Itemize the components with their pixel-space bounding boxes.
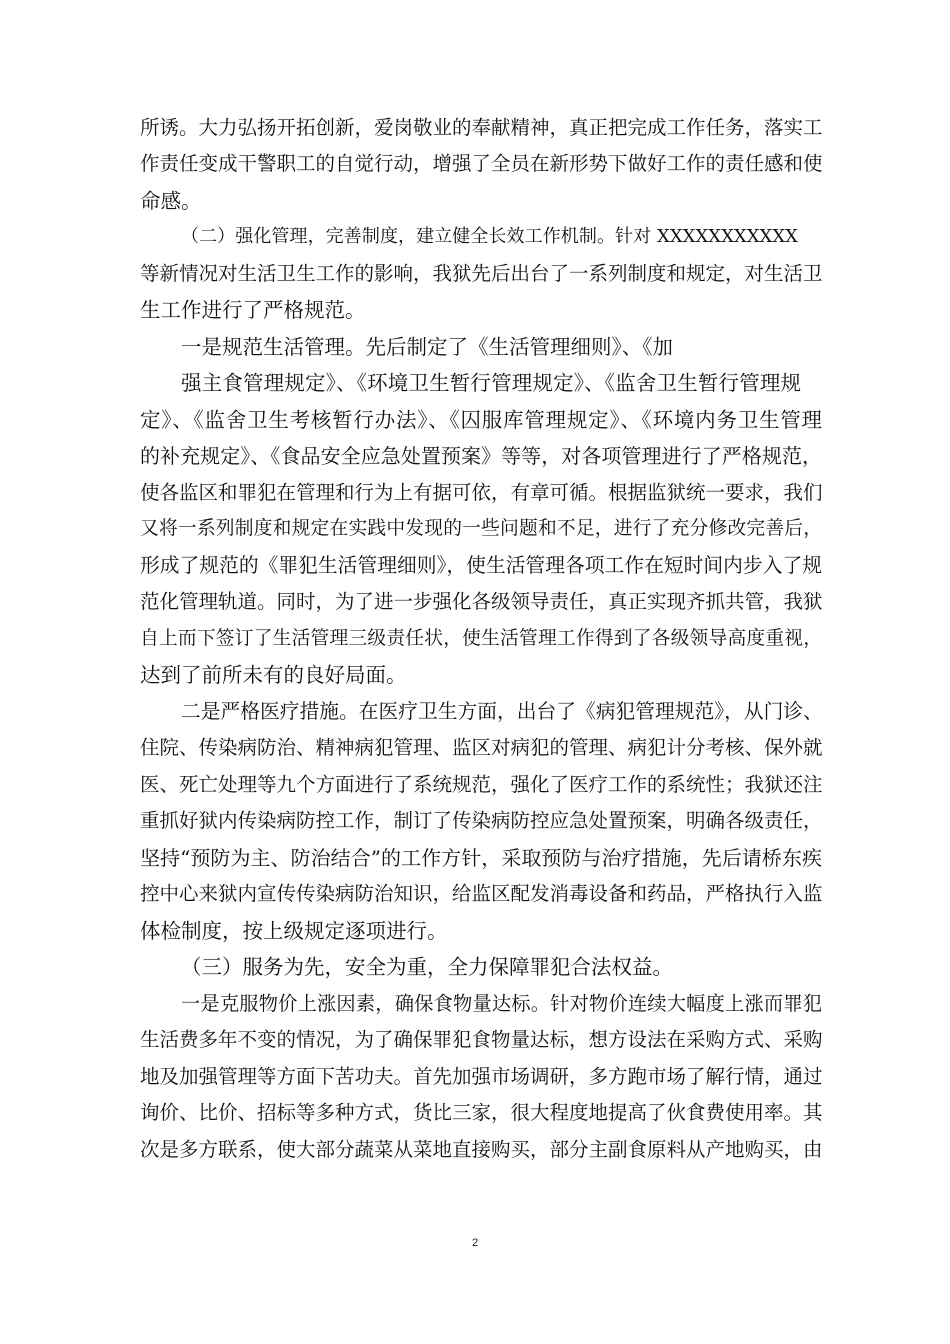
- text-line: 询价、比价、招标等多种方式，货比三家，很大程度地提高了伙食费使用率。其: [140, 1101, 823, 1124]
- text-line: 作责任变成干警职工的自觉行动，增强了全员在新形势下做好工作的责任感和使: [140, 152, 823, 175]
- text-line: 生活费多年不变的情况，为了确保罪犯食物量达标，想方设法在采购方式、采购: [140, 1028, 823, 1051]
- text-line: 强主食管理规定》、《环境卫生暂行管理规定》、《监舍卫生暂行管理规: [181, 371, 801, 395]
- text-line: 二是严格医疗措施。在医疗卫生方面，出台了《病犯管理规范》，从门诊、: [181, 700, 823, 723]
- text-line: 命感。: [140, 189, 202, 213]
- text-line: 又将一系列制度和规定在实践中发现的一些问题和不足，进行了充分修改完善后，: [140, 518, 822, 539]
- text-line: 次是多方联系，使大部分蔬菜从菜地直接购买，部分主副食原料从产地购买，由: [140, 1138, 823, 1161]
- text-line: 重抓好狱内传染病防控工作，制订了传染病防控应急处置预案，明确各级责任，: [140, 809, 823, 832]
- text-line: 体检制度，按上级规定逐项进行。: [140, 919, 448, 943]
- text-line: 所诱。大力弘扬开拓创新，爱岗敬业的奉献精神，真正把完成工作任务，落实工: [140, 116, 823, 139]
- text-line: 定》、《监舍卫生考核暂行办法》、《囚服库管理规定》、《环境内务卫生管理: [140, 408, 822, 432]
- page-number: 2: [471, 1237, 479, 1249]
- text-line: 等新情况对生活卫生工作的影响，我狱先后出台了一系列制度和规定，对生活卫: [140, 262, 823, 285]
- text-line: 一是规范生活管理。先后制定了《生活管理细则》、《加: [181, 335, 673, 359]
- text-line: 医、死亡处理等九个方面进行了系统规范，强化了医疗工作的系统性；我狱还注: [140, 773, 823, 796]
- text-line: 地及加强管理等方面下苦功夫。首先加强市场调研，多方跑市场了解行情，通过: [140, 1065, 823, 1088]
- text-line: 范化管理轨道。同时，为了进一步强化各级领导责任，真正实现齐抓共管，我狱: [140, 590, 823, 613]
- text-line: 的补充规定》、《食品安全应急处置预案》等等，对各项管理进行了严格规范，: [140, 444, 822, 468]
- text-line: 坚持“预防为主、防治结合”的工作方针，采取预防与治疗措施，先后请桥东疾: [140, 846, 822, 870]
- text-line: 一是克服物价上涨因素，确保食物量达标。针对物价连续大幅度上涨而罪犯: [181, 992, 822, 1015]
- text-line: 形成了规范的《罪犯生活管理细则》，使生活管理各项工作在短时间内步入了规: [140, 554, 822, 577]
- section-heading: （三）服务为先，安全为重，全力保障罪犯合法权益。: [181, 955, 673, 979]
- text-line: 控中心来狱内宣传传染病防治知识，给监区配发消毒设备和药品，严格执行入监: [140, 882, 823, 905]
- text-line: 住院、传染病防治、精神病犯管理、监区对病犯的管理、病犯计分考核、保外就: [140, 736, 823, 759]
- text-line: 使各监区和罪犯在管理和行为上有据可依，有章可循。根据监狱统一要求，我们: [140, 481, 823, 504]
- text-line: 生工作进行了严格规范。: [140, 298, 366, 322]
- text-line: 达到了前所未有的良好局面。: [140, 663, 407, 687]
- text-line: 自上而下签订了生活管理三级责任状，使生活管理工作得到了各级领导高度重视，: [140, 628, 822, 649]
- section-heading: （二）强化管理，完善制度，建立健全长效工作机制。针对 XXXXXXXXXXX: [181, 226, 798, 247]
